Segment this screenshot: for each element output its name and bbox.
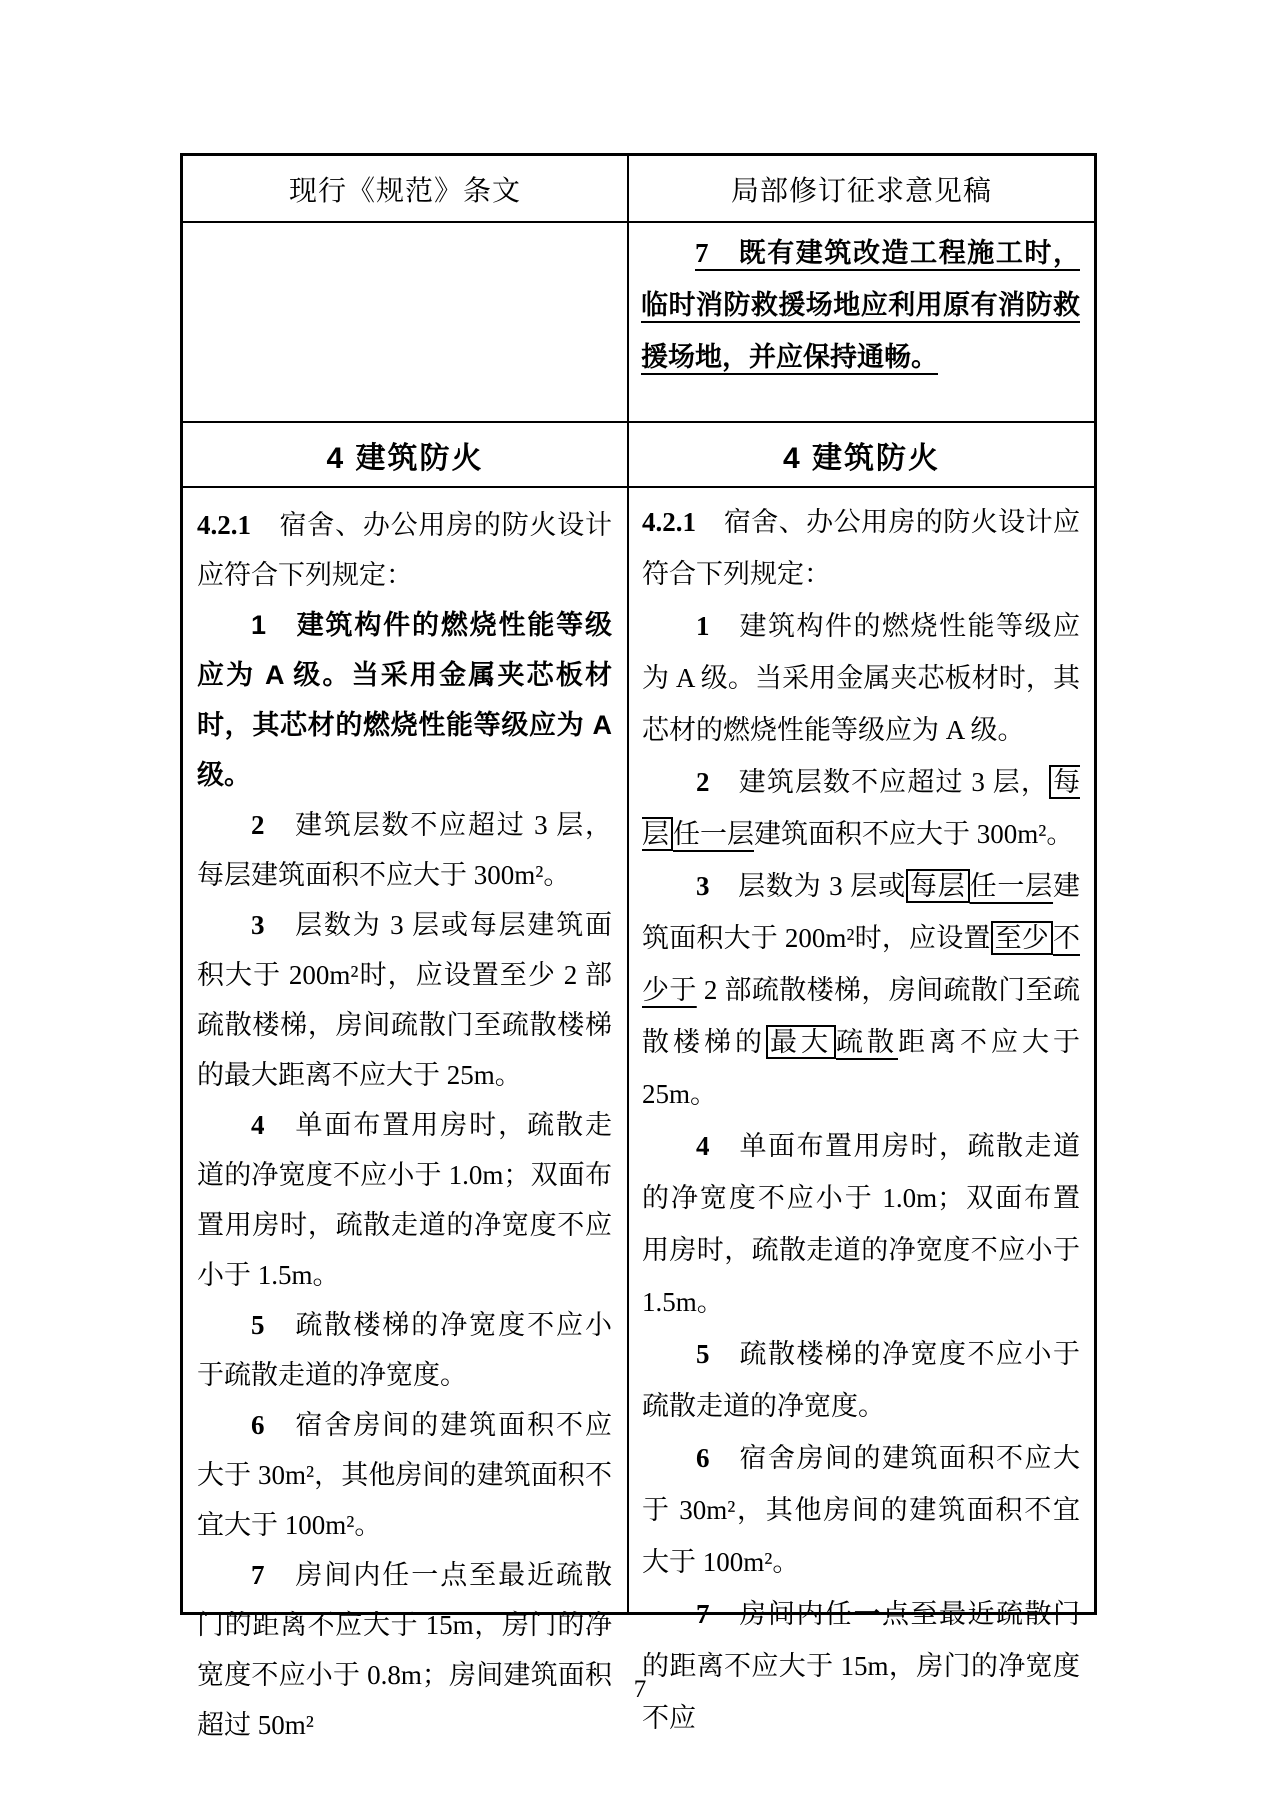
paragraph: 7 既有建筑改造工程施工时，临时消防救援场地应利用原有消防救援场地，并应保持通畅。: [641, 238, 1080, 372]
section-heading-current: 4 建筑防火: [183, 423, 629, 486]
paragraph: 7 房间内任一点至最近疏散门的距离不应大于 15m，房门的净宽度不应: [642, 1599, 1080, 1733]
cell-revision-body: [629, 488, 1094, 1733]
paragraph: 6 宿舍房间的建筑面积不应大于 30m²，其他房间的建筑面积不宜大于 100m²。: [642, 1443, 1080, 1577]
paragraph: 4.2.1 宿舍、办公用房的防火设计应符合下列规定：: [197, 510, 612, 590]
body-row: [183, 488, 1094, 1740]
paragraph: 4 单面布置用房时，疏散走道的净宽度不应小于 1.0m；双面布置用房时，疏散走道的净宽度不应小于 1.5m。: [197, 1110, 612, 1290]
comparison-table: [180, 153, 1097, 1740]
cell-current-empty: [183, 223, 629, 421]
paragraph: 5 疏散楼梯的净宽度不应小于疏散走道的净宽度。: [642, 1339, 1080, 1421]
paragraph: 6 宿舍房间的建筑面积不应大于 30m²，其他房间的建筑面积不宜大于 100m²。: [197, 1410, 612, 1540]
paragraph: 3 层数为 3 层或 每层 任一层建筑面积大于 200m²时，应设置 至少 不少于 2 部疏散楼梯，房间疏散门至疏散楼梯的 最大 疏散距离不应大于 25m。: [642, 871, 1081, 1109]
paragraph: 1 建筑构件的燃烧性能等级应为 A 级。当采用金属夹芯板材时，其芯材的燃烧性能等级应为 A 级。: [642, 611, 1080, 745]
cell-current-body: [183, 488, 629, 1740]
paragraph: 2 建筑层数不应超过 3 层，每层建筑面积不应大于 300m²。: [197, 810, 612, 890]
paragraph: 3 层数为 3 层或每层建筑面积大于 200m²时，应设置至少 2 部疏散楼梯，房间疏散门至疏散楼梯的最大距离不应大于 25m。: [197, 910, 612, 1090]
row-addition: [183, 223, 1094, 423]
paragraph: 1 建筑构件的燃烧性能等级应为 A 级。当采用金属夹芯板材时，其芯材的燃烧性能等级应为 A 级。: [197, 610, 612, 790]
paragraph: 4.2.1 宿舍、办公用房的防火设计应符合下列规定：: [642, 507, 1080, 589]
paragraph: 4 单面布置用房时，疏散走道的净宽度不应小于 1.0m；双面布置用房时，疏散走道的净宽度不应小于 1.5m。: [642, 1131, 1080, 1317]
paragraph: 5 疏散楼梯的净宽度不应小于疏散走道的净宽度。: [197, 1310, 612, 1390]
paragraph: 7 房间内任一点至最近疏散门的距离不应大于 15m，房门的净宽度不应小于 0.8m；房间建筑面积超过 50m²: [197, 1560, 612, 1740]
header-cell-revision: 局部修订征求意见稿: [730, 175, 992, 207]
cell-revision-addition: [629, 223, 1094, 421]
section-heading-revision: 4 建筑防火: [782, 441, 941, 475]
paragraph: 2 建筑层数不应超过 3 层， 每层 任一层建筑面积不应大于 300m²。: [642, 767, 1080, 849]
header-cell-current: 现行《规范》条文: [183, 156, 629, 221]
section-heading-row: [183, 423, 1094, 488]
page-number: 7: [633, 1676, 647, 1703]
header-row: [183, 156, 1094, 223]
